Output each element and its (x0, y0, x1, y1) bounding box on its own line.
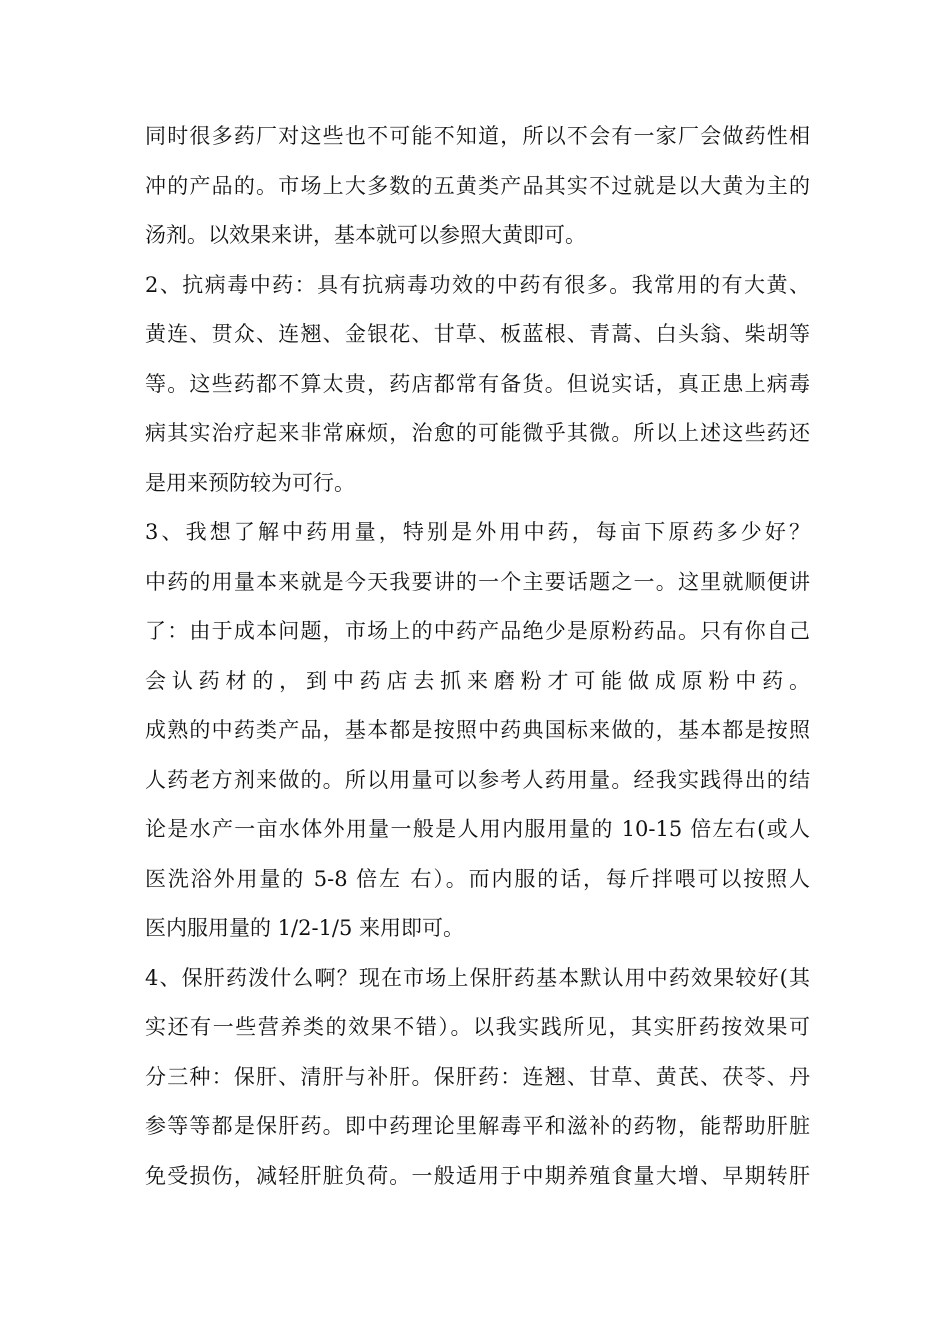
text-line: 了：由于成本问题，市场上的中药产品绝少是原粉药品。只有你自己 (145, 619, 810, 643)
text-line: 中药的用量本来就是今天我要讲的一个主要话题之一。这里就顺便讲 (145, 569, 810, 594)
text-line: 2、抗病毒中药：具有抗病毒功效的中药有很多。我常用的有大黄、 (145, 272, 810, 297)
text-line: 冲的产品的。市场上大多数的五黄类产品其实不过就是以大黄为主的 (145, 173, 810, 198)
text-line: 实还有一些营养类的效果不错）。以我实践所见，其实肝药按效果可 (145, 1015, 810, 1039)
text-line: 4、保肝药泼什么啊？现在市场上保肝药基本默认用中药效果较好(其 (145, 965, 810, 990)
text-line: 3、我想了解中药用量，特别是外用中药，每亩下原药多少好？ (145, 520, 810, 544)
text-line: 分三种：保肝、清肝与补肝。保肝药：连翘、甘草、黄芪、茯苓、丹 (145, 1064, 810, 1089)
text-line: 免受损伤，减轻肝脏负荷。一般适用于中期养殖食量大增、早期转肝 (145, 1163, 810, 1188)
text-line: 成熟的中药类产品，基本都是按照中药典国标来做的，基本都是按照 (145, 718, 810, 742)
text-line: 医内服用量的 1/2-1/5 来用即可。 (145, 916, 465, 940)
text-line: 汤剂。以效果来讲，基本就可以参照大黄即可。 (145, 223, 586, 247)
document-body (145, 112, 810, 1201)
text-line: 是用来预防较为可行。 (145, 470, 355, 495)
text-line: 医洗浴外用量的 5-8 倍左 右）。而内服的话，每斤拌喂可以按照人 (145, 866, 810, 891)
text-line: 同时很多药厂对这些也不可能不知道，所以不会有一家厂会做药性相 (145, 124, 810, 148)
text-line: 黄连、贯众、连翘、金银花、甘草、板蓝根、青蒿、白头翁、柴胡等 (145, 322, 810, 346)
text-line: 等。这些药都不算太贵，药店都常有备货。但说实话，真正患上病毒 (145, 371, 810, 396)
text-line: 会认药材的，到中药店去抓来磨粉才可能做成原粉中药。 (145, 668, 810, 693)
text-line: 参等等都是保肝药。即中药理论里解毒平和滋补的药物，能帮助肝脏 (145, 1114, 810, 1138)
text-line: 病其实治疗起来非常麻烦，治愈的可能微乎其微。所以上述这些药还 (145, 421, 810, 445)
text-line: 论是水产一亩水体外用量一般是人用内服用量的 10-15 倍左右(或人 (145, 817, 810, 841)
text-line: 人药老方剂来做的。所以用量可以参考人药用量。经我实践得出的结 (145, 767, 810, 792)
